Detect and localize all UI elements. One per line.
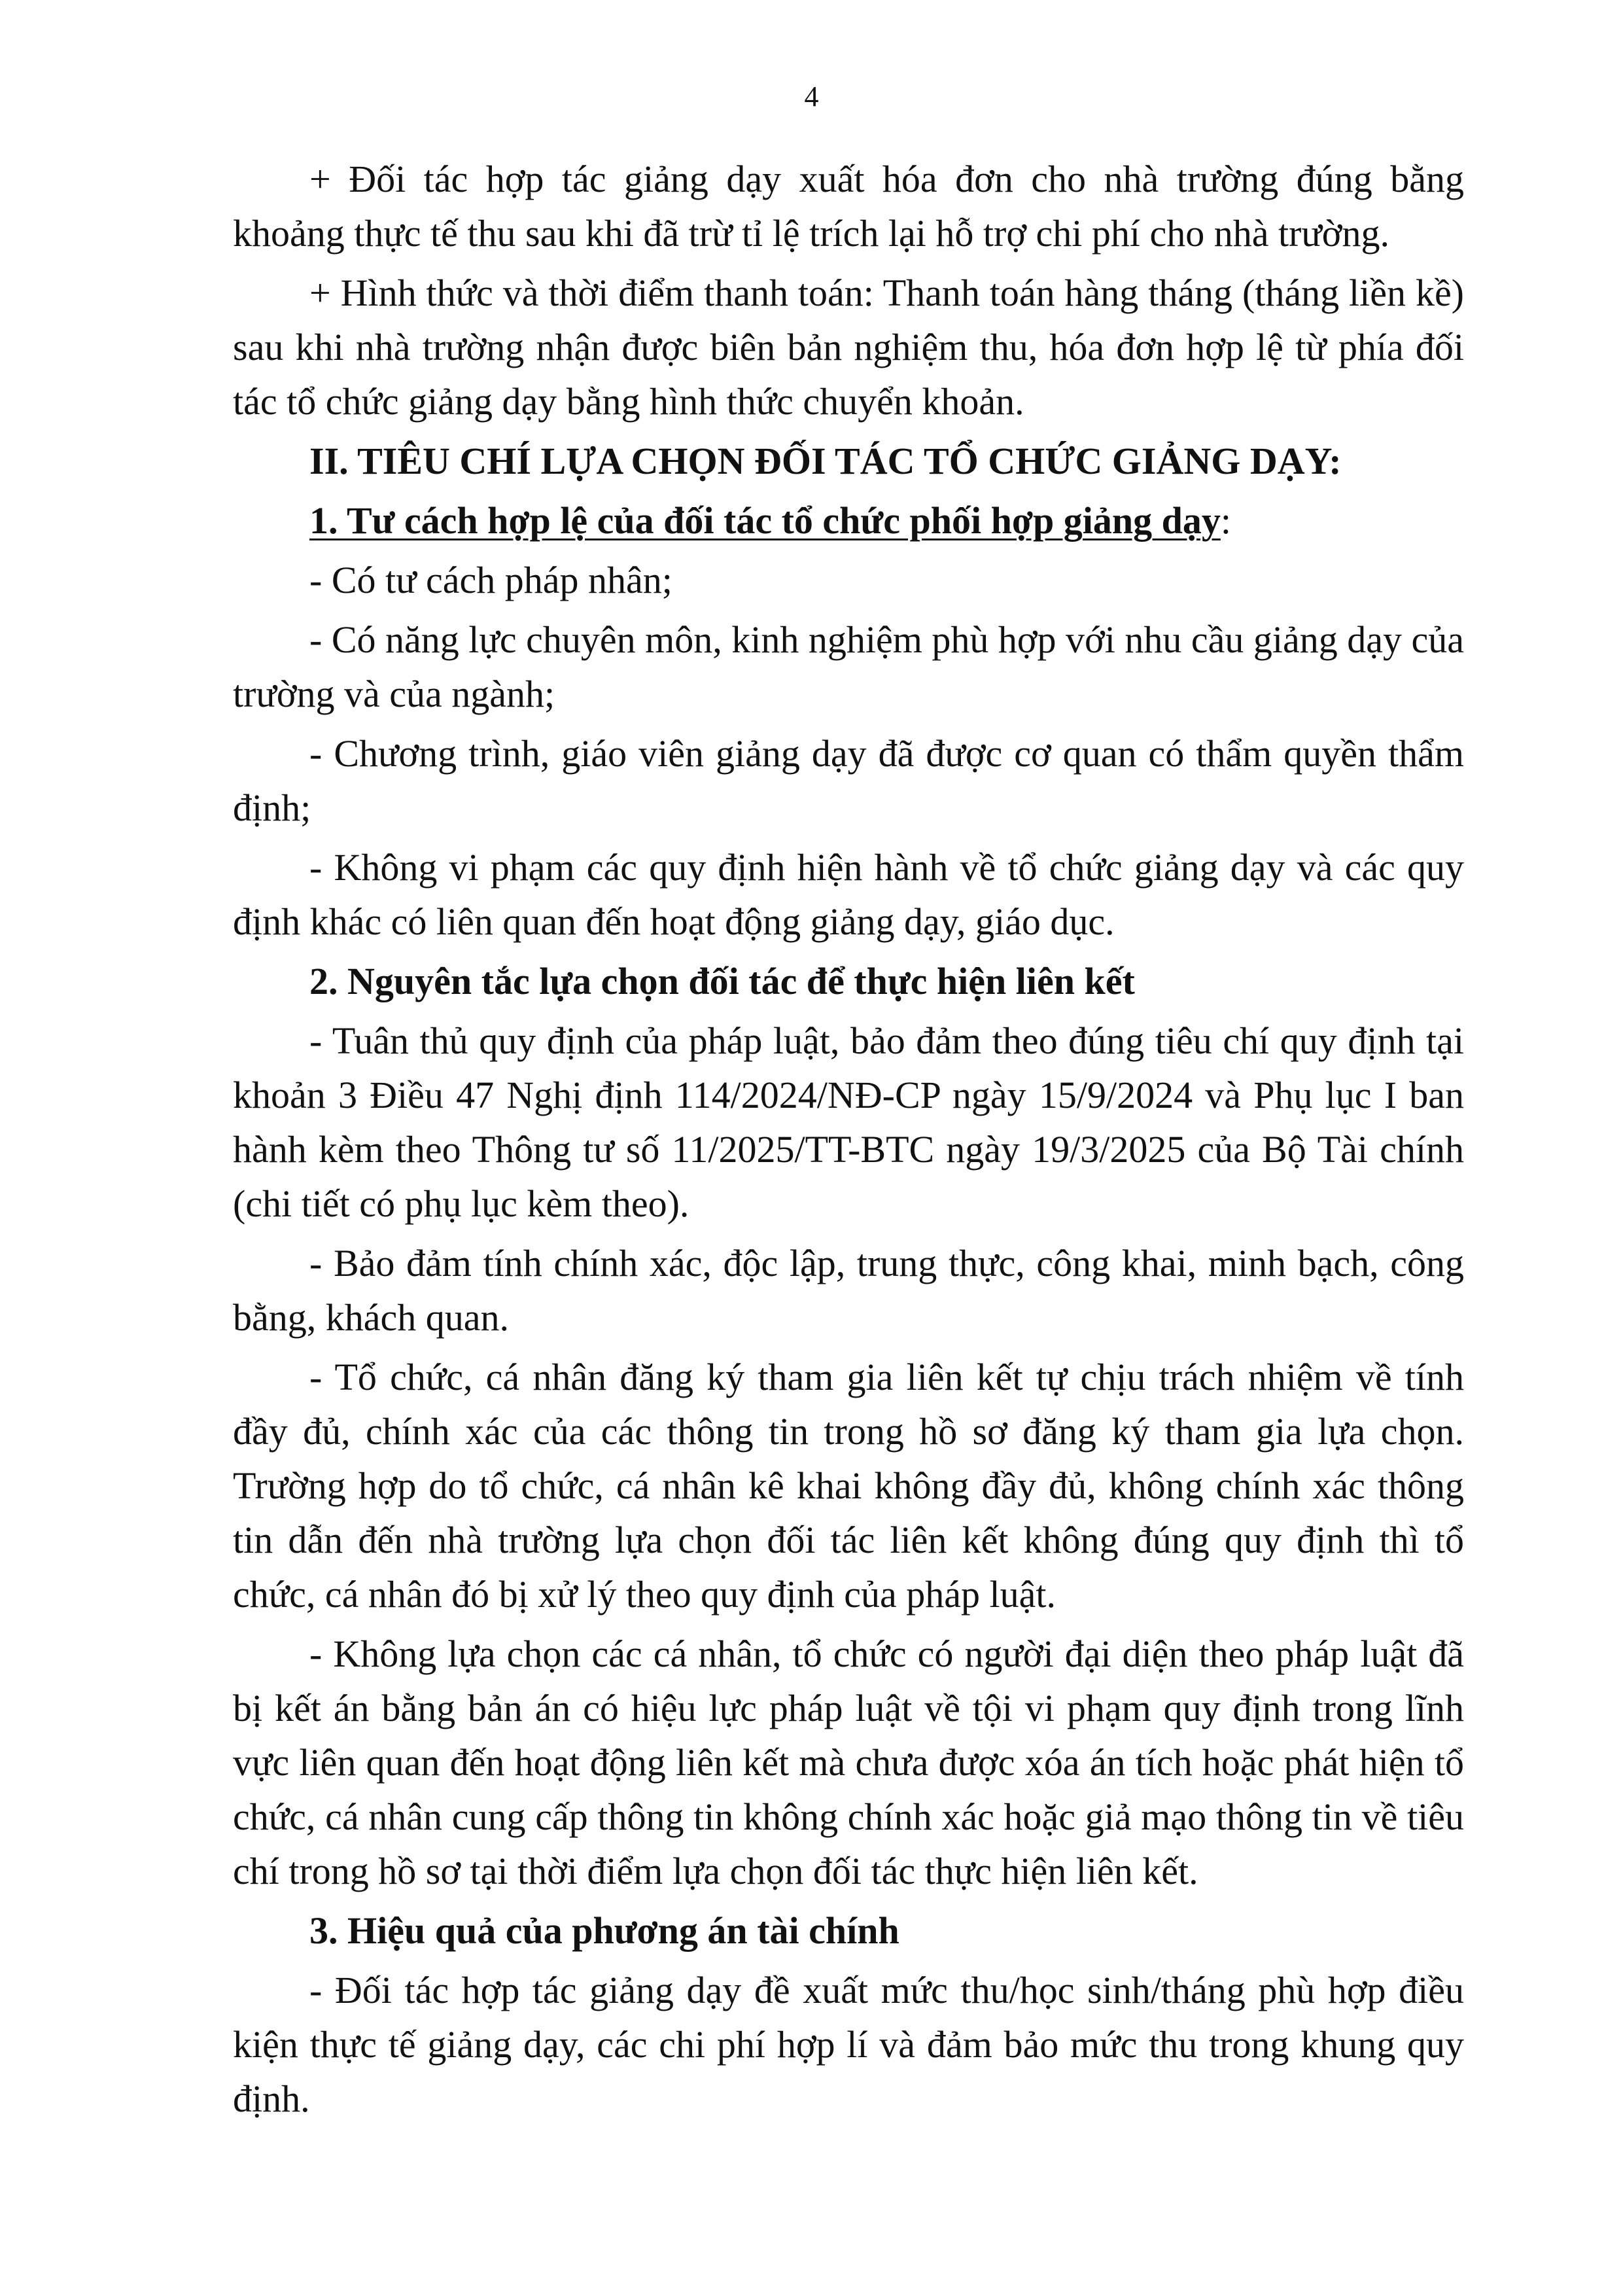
list-item: - Tuân thủ quy định của pháp luật, bảo đảm theo đúng tiêu chí quy định tại khoản 3 Điều 47 Nghị định 114/2024/NĐ-CP ngày 15/9/2024 và Phụ lục I ban hành kèm theo Thông tư số 11/2025/TT-BTC ngày 19/3/2025 của Bộ Tài chính (chi tiết có phụ lục kèm theo).: [233, 1019, 1464, 1225]
subsection-2-heading: 2. Nguyên tắc lựa chọn đối tác để thực hiện liên kết: [309, 960, 1135, 1002]
subsection-3-heading: 3. Hiệu quả của phương án tài chính: [309, 1909, 899, 1952]
list-item: - Có tư cách pháp nhân;: [309, 559, 672, 601]
section-heading: II. TIÊU CHÍ LỰA CHỌN ĐỐI TÁC TỔ CHỨC GIẢNG DẠY:: [309, 440, 1342, 482]
list-item: - Đối tác hợp tác giảng dạy đề xuất mức thu/học sinh/tháng phù hợp điều kiện thực tế giảng dạy, các chi phí hợp lí và đảm bảo mức thu trong khung quy định.: [233, 1969, 1464, 2120]
page-number: 4: [804, 80, 819, 113]
paragraph-invoice: + Đối tác hợp tác giảng dạy xuất hóa đơn cho nhà trường đúng bằng khoảng thực tế thu sau khi đã trừ tỉ lệ trích lại hỗ trợ chi phí cho nhà trường.: [233, 158, 1464, 255]
subsection-1-heading: [233, 493, 1464, 548]
list-item: - Chương trình, giáo viên giảng dạy đã được cơ quan có thẩm quyền thẩm định;: [233, 732, 1464, 829]
list-item: - Tổ chức, cá nhân đăng ký tham gia liên kết tự chịu trách nhiệm về tính đầy đủ, chính xác của các thông tin trong hồ sơ đăng ký tham gia lựa chọn. Trường hợp do tổ chức, cá nhân kê khai không đầy đủ, không chính xác thông tin dẫn đến nhà trường lựa chọn đối tác liên kết không đúng quy định thì tổ chức, cá nhân đó bị xử lý theo quy định của pháp luật.: [233, 1356, 1464, 1616]
subsection-1-heading-text: 1. Tư cách hợp lệ của đối tác tổ chức phối hợp giảng dạy: [309, 499, 1221, 542]
list-item: - Có năng lực chuyên môn, kinh nghiệm phù hợp với nhu cầu giảng dạy của trường và của ngành;: [233, 618, 1464, 715]
document-body: [233, 152, 1464, 2131]
subsection-1-heading-colon: :: [1220, 499, 1231, 542]
list-item: - Không lựa chọn các cá nhân, tổ chức có người đại diện theo pháp luật đã bị kết án bằng bản án có hiệu lực pháp luật về tội vi phạm quy định trong lĩnh vực liên quan đến hoạt động liên kết mà chưa được xóa án tích hoặc phát hiện tổ chức, cá nhân cung cấp thông tin không chính xác hoặc giả mạo thông tin về tiêu chí trong hồ sơ tại thời điểm lựa chọn đối tác thực hiện liên kết.: [233, 1633, 1464, 1892]
paragraph-payment: + Hình thức và thời điểm thanh toán: Thanh toán hàng tháng (tháng liền kề) sau khi nhà trường nhận được biên bản nghiệm thu, hóa đơn hợp lệ từ phía đối tác tổ chức giảng dạy bằng hình thức chuyển khoản.: [233, 272, 1464, 423]
list-item: - Không vi phạm các quy định hiện hành về tổ chức giảng dạy và các quy định khác có liên quan đến hoạt động giảng dạy, giáo dục.: [233, 846, 1464, 943]
list-item: - Bảo đảm tính chính xác, độc lập, trung thực, công khai, minh bạch, công bằng, khách quan.: [233, 1242, 1464, 1339]
